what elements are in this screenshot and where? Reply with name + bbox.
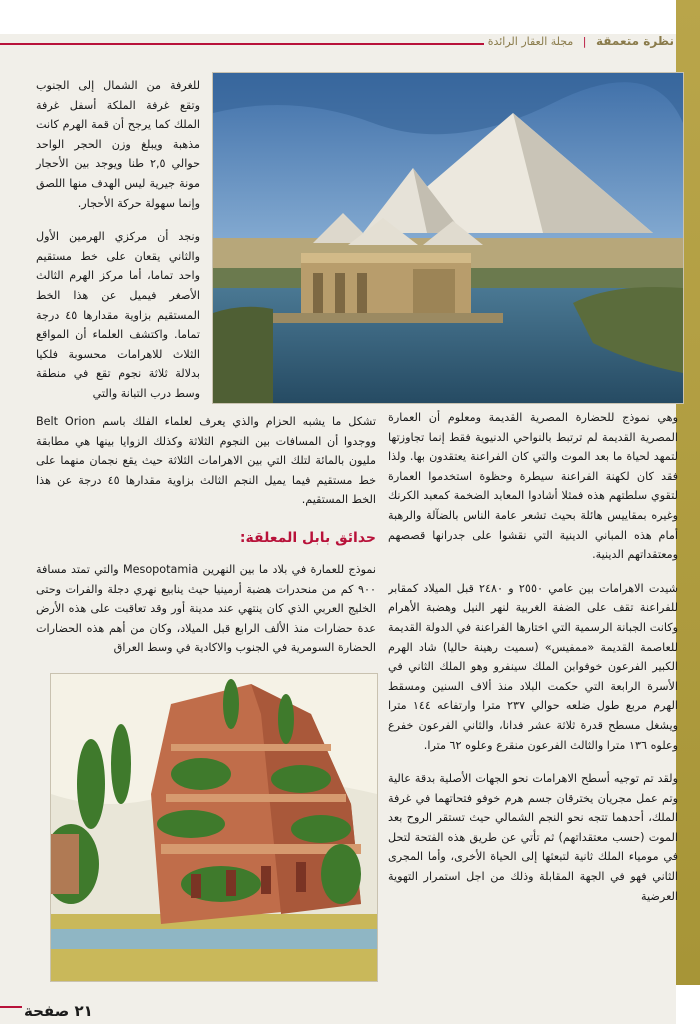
page-footer [24,1002,93,1020]
babylon-paragraph: نموذج للعمارة في بلاد ما بين النهرين Mesopotamia والتي تمتد مسافة ٩٠٠ كم من منحدرات هضبة أرمينيا حيث ينابيع نهري دجلة والفرات وحتى الخليج العربي الذي كان ينتهي عند مدينة أور وقد تعاقبت على هذه الأرض عدة حضارات منذ الألف الرابع قبل الميلاد، وكان من أهم هذه الحضارات الحضارة السومرية في الجنوب والاكادية في وسط العراق [36,563,376,655]
pyramids-scene [213,73,683,403]
babylon-heading: حدائق بابل المعلقة: [239,530,376,546]
footer-rule [0,1006,22,1008]
page-label: صفحة [24,1002,70,1020]
header-band [0,0,700,34]
page-number: ٢١ [74,1002,93,1020]
gardens-scene [51,674,377,981]
header-separator: | [582,35,587,48]
right-column [388,408,678,984]
orion-paragraph: تشكل ما يشبه الحزام والذي يعرف لعلماء الفلك باسم Belt Orion ووجدوا أن المسافات بين النجوم الثلاثة وكذلك الزوايا بينها هي مطابقة مليون بالمائة لتلك التي بين الاهرامات الثلاثة حيث يقع نجمان منهما على خط مستقيم فيما يميل النجم الثالث بزاوية مقدارها ٤٥ درجة عن هذا الخط المستقيم. [36,415,376,507]
babylon-column [36,560,376,672]
magazine-name: مجلة العقار الرائدة [487,35,574,48]
left-column [36,76,200,418]
orion-paragraph-block [36,412,376,524]
left-paragraph-1: للغرفة من الشمال إلى الجنوب وتقع غرفة الملكة أسفل غرفة الملك كما يرجح أن قمة الهرم كانت مذهبة ويبلغ وزن الحجر الواحد حوالي ٢,٥ طنا ويوجد بين الأحجار مونة جيرية ليس الهدف منها اللصق وإنما سهولة حركة الأحجار. [36,79,200,210]
right-paragraph-2: شيدت الاهرامات بين عامي ٢٥٥٠ و ٢٤٨٠ قبل الميلاد كمقابر للفراعنة تقف على الضفة الغربية لنهر النيل وهضبة الأهرام وكانت الجبانة الرسمية التي اختارها الفراعنة في الدولة القديمة للعاصمة القديمة «ممفيس» (سميت رهينة حاليا) شاد الهرم الكبير الفرعون خوفوابن الملك سينفرو وهو الملك الثاني في الأسرة الرابعة التي حكمت البلاد منذ ألاف السنين ومسقط الهرم مربع طول ضلعه حوالي ٢٣٧ مترا وارتفاعه ١٤٤ مترا ويشغل مسطح قدرة ثلاثة عشر فدانا، والثاني الفرعون خفرع وعلوه ١٣٦ مترا والثالث الفرعون منقرع وعلوه ٦٢ مترا. [388,581,678,752]
running-header [484,34,678,52]
side-bar-end [676,985,700,1024]
right-paragraph-1: وهي نموذج للحضارة المصرية القديمة ومعلوم أن العمارة المصرية القديمة لم ترتبط بالنواحي الدنيوية فقط إنما تجاوزتها لتمهد لحياة ما بعد الموت والتي كان الفراعنة يعتقدون بها. ولذا فقد كان لكهنة الفراعنة سيطرة وحظوة استخدموا العمارة لتقوي سلطتهم هذه فمثلا أشادوا المعابد الضخمة كمعبد الكرنك وغيره بمقاييس هائلة بحيث تشعر عامة الناس بالضآلة والرهبة أمام هذه المباني الدينية التي نقشوا على جدرانها قصصهم ومعتقداتهم الدينية. [388,411,678,562]
left-paragraph-2: ونجد أن مركزي الهرمين الأول والثاني يقعان على خط مستقيم واحد تماما، أما مركز الهرم الثالث الأصغر فيميل عن هذا الخط المستقيم بزاوية مقدارها ٤٥ درجة تماما. واكتشف العلماء أن المواقع الثلاث للاهرامات محسوبة فلكيا بدلالة ثلاثة نجوم تقع في منطقة وسط درب التبانة والتي [36,230,200,400]
pyramids-illustration [212,72,684,404]
hanging-gardens-illustration [50,673,378,982]
right-paragraph-3: ولقد تم توجيه أسطح الاهرامات نحو الجهات الأصلية بدقة عالية وتم عمل مجريان يخترقان جسم هرم خوفو فتحاتهما في غرفة الملك، أحدهما تتجه نحو النجم الشمالي حيث تستقر الروح بعد الموت (حسب معتقداتهم) ثم تأتي عن طريق هذه الفتحة لتحل في مومياء الملك ثانية لتبعثها إلى الحياة الأخرى، وأما المجرى الثاني فهو في الجهة المقابلة وذلك من اجل استمرار التهوية العرضية [388,772,678,903]
section-title: نظرة متعمقة [596,34,674,48]
